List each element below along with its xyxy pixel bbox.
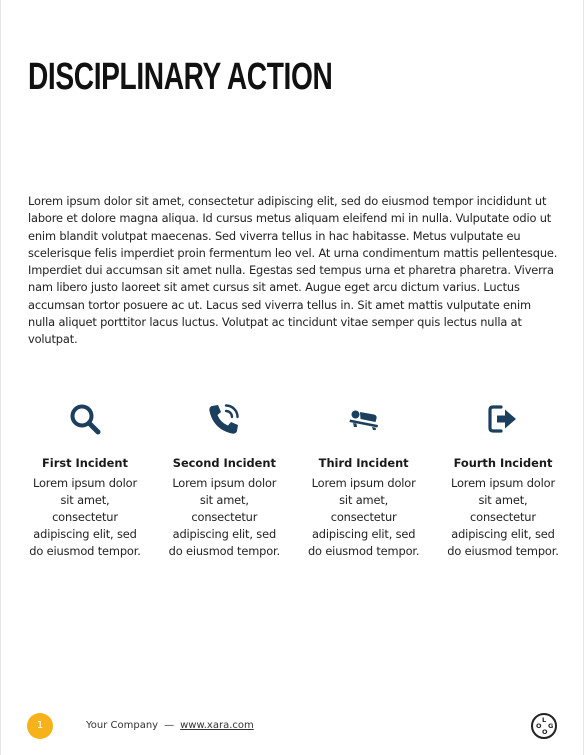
page-number-badge: 1 <box>27 713 53 739</box>
footer-company: Your Company <box>86 720 159 731</box>
incident-third <box>305 398 423 578</box>
logo-letter: O <box>536 722 542 730</box>
logo-letter: L <box>542 716 547 724</box>
incident-description: Lorem ipsum dolor sit amet, consectetur adipiscing elit, sed do eiusmod tempor. <box>29 476 141 558</box>
incident-description: Lorem ipsum dolor sit amet, consectetur adipiscing elit, sed do eiusmod tempor. <box>447 476 559 558</box>
intro-paragraph: Lorem ipsum dolor sit amet, consectetur adipiscing elit, sed do eiusmod tempor incididunt ut labore et dolore magna aliqua. Id cursus metus aliquam eleifend mi in nulla. Vulputate odio ut enim blandit volutpat maecenas. Sed viverra tellus in hac habitasse. Metus vulputate eu scelerisque felis imperdiet proin fermentum leo vel. At urna condimentum mattis pellentesque. Imperdiet dui accumsan sit amet nulla. Egestas sed tempus urna et pharetra pharetra. Viverra nam libero justo laoreet sit amet cursus sit amet. Augue eget arcu dictum varius. Luctus accumsan tortor posuere ac ut. Lacus sed viverra tellus in. Sit amet mattis vulputate enim nulla aliquet porttitor lacus luctus. Volutpat ac tincidunt vitae semper quis lectus nulla at volutpat. <box>28 194 558 347</box>
incident-description: Lorem ipsum dolor sit amet, consectetur adipiscing elit, sed do eiusmod tempor. <box>168 476 281 558</box>
incident-label: Fourth Incident <box>453 456 553 470</box>
search-icon <box>26 398 144 440</box>
incident-label: First Incident <box>42 456 128 470</box>
logo-letter: O <box>542 728 548 736</box>
incident-first <box>26 398 144 578</box>
incident-fourth <box>444 398 562 578</box>
footer-separator: — <box>164 720 175 731</box>
incident-label: Second Incident <box>172 456 276 470</box>
phone-icon <box>165 398 283 440</box>
exit-icon <box>444 398 562 440</box>
incident-label: Third Incident <box>318 456 409 470</box>
logo-letter: G <box>548 722 554 730</box>
logo-badge <box>531 713 557 739</box>
footer-website-link[interactable]: www.xara.com <box>180 720 254 731</box>
footer-company-line <box>86 719 254 733</box>
incident-second <box>165 398 283 578</box>
incidents-row <box>26 398 562 578</box>
page-title: DISCIPLINARY ACTION <box>28 56 333 98</box>
incident-description: Lorem ipsum dolor sit amet, consectetur adipiscing elit, sed do eiusmod tempor. <box>307 476 420 558</box>
sleeping-person-icon <box>305 398 423 440</box>
